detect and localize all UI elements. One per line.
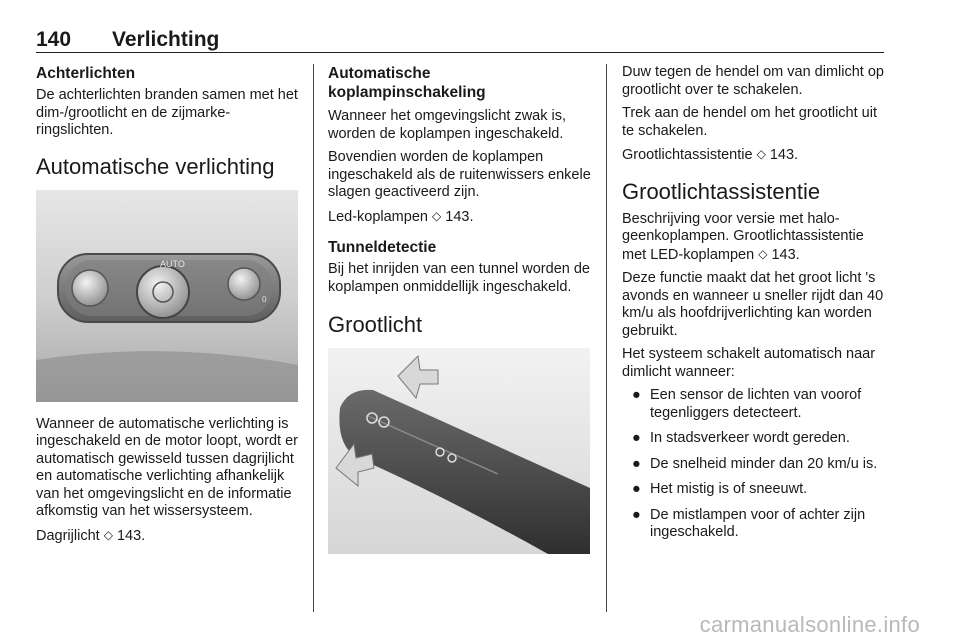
cross-reference[interactable] bbox=[328, 208, 592, 227]
column-divider bbox=[606, 64, 607, 612]
list-item: ● De snelheid minder dan 20 km/u is. bbox=[632, 455, 878, 472]
paragraph: Trek aan de hendel om het grootlicht uit te schakelen. bbox=[622, 105, 877, 139]
page-header bbox=[36, 28, 884, 53]
paragraph: Deze functie maakt dat het groot licht 's avonds en wanneer u sneller rijdt dan 40 km/u als hoofdrijverlichting kan worden gebruikt. bbox=[622, 270, 884, 339]
paragraph-text: Beschrijving voor versie met halogeenkoplampen. Grootlichtassistentie met LED-koplampen bbox=[622, 210, 864, 263]
auto-label: AUTO bbox=[160, 258, 185, 269]
watermark[interactable]: carmanualsonline.info bbox=[699, 612, 920, 637]
paragraph: De achterlichten branden samen met het dim-/grootlicht en de zijmarkeringslichten. bbox=[36, 87, 298, 138]
column-3 bbox=[622, 64, 888, 550]
lever-figure bbox=[328, 348, 590, 554]
paragraph: Het systeem schakelt automatisch naar dimlicht wanneer: bbox=[622, 346, 876, 380]
list-item: ● De mistlampen voor of achter zijn ingeschakeld. bbox=[632, 506, 866, 540]
heading-automatische-verlichting: Automatische verlichting bbox=[36, 153, 275, 179]
bullet: ● bbox=[632, 506, 641, 523]
reference-page: 143. bbox=[445, 208, 474, 225]
reference-page: 143. bbox=[116, 527, 146, 544]
bullet: ● bbox=[632, 387, 641, 403]
reference-text: Dagrijlicht bbox=[36, 527, 100, 544]
paragraph: Wanneer het omgevingslicht zwak is, worden de koplampen ingeschakeld. bbox=[328, 108, 567, 142]
page-reference-icon: ◇ bbox=[432, 208, 442, 223]
light-switch-figure bbox=[36, 190, 298, 402]
reference-text: Led-koplampen bbox=[328, 208, 428, 225]
column-2 bbox=[328, 64, 592, 554]
paragraph: Wanneer de automatische verlichting is ingeschakeld en de motor loopt, wordt er automatisch gewisseld tussen dagrijlicht en automatische verlichting afhankelijk van het omgevingslicht en de informatie afkomstig van het wissersysteem. bbox=[36, 415, 298, 519]
list-item: ● Het mistig is of sneeuwt. bbox=[632, 481, 808, 497]
page-reference-icon: ◇ bbox=[758, 246, 768, 261]
cross-reference[interactable] bbox=[36, 527, 298, 546]
condition-list bbox=[622, 387, 888, 542]
page-reference-icon: ◇ bbox=[103, 527, 113, 542]
paragraph: Bij het inrijden van een tunnel worden de koplampen onmiddellijk ingeschakeld. bbox=[328, 261, 590, 295]
cross-reference[interactable] bbox=[622, 146, 888, 165]
chapter-title: Verlichting bbox=[112, 28, 220, 51]
paragraph: Duw tegen de hendel om van dimlicht op grootlicht over te schakelen. bbox=[622, 64, 884, 98]
reference-page: 143. bbox=[769, 147, 799, 163]
page-reference-icon: ◇ bbox=[756, 147, 766, 161]
heading-achterlichten: Achterlichten bbox=[36, 65, 136, 82]
bullet: ● bbox=[632, 481, 641, 497]
heading-koplampinschakeling: Automatische koplampinschakeling bbox=[328, 65, 486, 101]
list-item: ● In stadsverkeer wordt gereden. bbox=[632, 430, 850, 446]
zero-label: 0 bbox=[262, 294, 267, 304]
heading-tunneldetectie: Tunneldetectie bbox=[328, 239, 437, 256]
heading-grootlichtassistentie: Grootlichtassistentie bbox=[622, 178, 821, 204]
list-item: ● Een sensor de lichten van voorof tegenliggers detecteert. bbox=[632, 387, 862, 421]
column-divider bbox=[313, 64, 314, 612]
bullet: ● bbox=[632, 430, 641, 446]
bullet: ● bbox=[632, 455, 641, 472]
heading-grootlicht: Grootlicht bbox=[328, 312, 423, 337]
reference-page[interactable]: 143. bbox=[771, 246, 800, 263]
column-1 bbox=[36, 64, 298, 551]
reference-text: Grootlichtassistentie bbox=[622, 147, 753, 163]
paragraph bbox=[622, 211, 888, 265]
paragraph: Bovendien worden de koplampen ingeschakeld als de ruitenwissers enkele slagen geactiveerd zijn. bbox=[328, 149, 591, 200]
page-number: 140 bbox=[36, 28, 72, 51]
